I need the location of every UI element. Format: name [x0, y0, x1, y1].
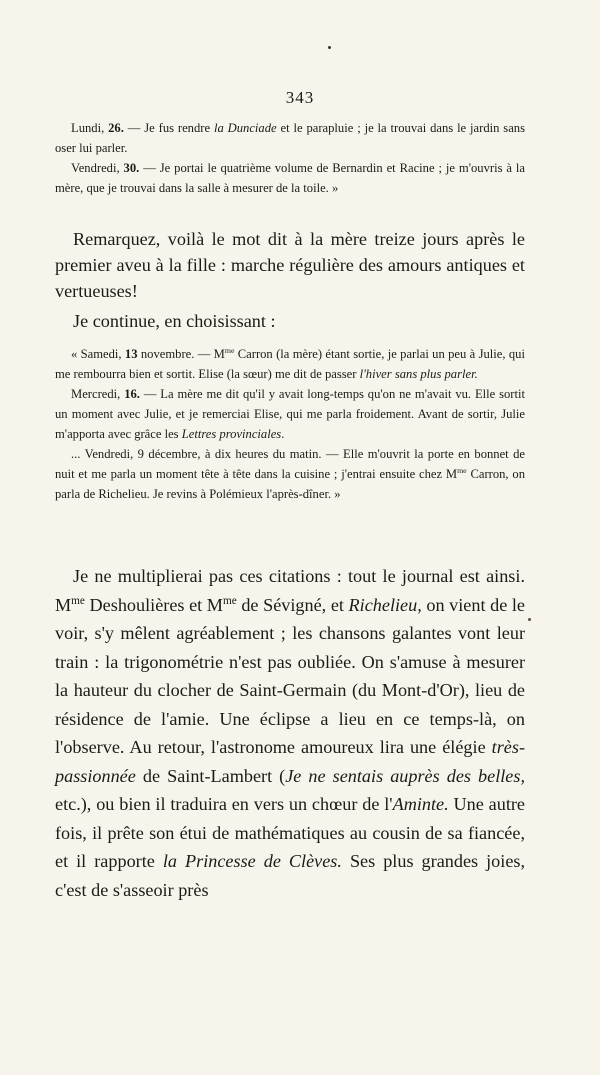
journal-entry-vendredi-30: Vendredi, 30. — Je portai le quatrième volume de Bernardin et Racine ; je m'ouvris à la mère, que je trouvai dans la salle à mesurer de la toile. » — [55, 161, 525, 195]
quotation-continued — [55, 118, 525, 198]
journal-entry-lundi-26: Lundi, 26. — Je fus rendre la Dunciade et le parapluie ; je la trouvai dans le jardin sans oser lui parler. — [55, 121, 525, 155]
citations-paragraph: Je ne multiplierai pas ces citations : tout le journal est ainsi. $M^{me}$ Deshoulières et $M^{me}$ de Sévigné, et Richelieu, on vient de le voir, s'y mêlent agréablement ; les chansons galantes vont leur train : la trigonométrie n'est pas oubliée. On s'amuse à mesurer la hauteur du clocher de Saint-Germain (du Mont-d'Or), lieu de résidence de l'amie. Une éclipse a lieu en ce temps-là, on l'observe. Au retour, l'astronome amoureux lira une élégie très-passionnée de Saint-Lambert (Je ne sentais auprès des belles, etc.), ou bien il traduira en vers un chœur de l'Aminte. Une autre fois, il prête son étui de mathématiques au cousin de sa fiancée, et il rapporte la Princesse de Clèves. Ses plus grandes joies, c'est de s'asseoir près — [55, 566, 526, 900]
journal-entry-samedi-13: « Samedi, 13 novembre. — $M^{me}$ Carron (la mère) étant sortie, je parlai un peu à Julie, qui me rembourra bien et sortit. Elise (la sœur) me dit de passer l'hiver sans plus parler. — [55, 345, 525, 381]
page-number: 343 — [285, 88, 315, 107]
body-paragraph — [55, 562, 525, 904]
margin-speck — [528, 618, 531, 621]
journal-entry-mercredi-16: Mercredi, 16. — La mère me dit qu'il y avait long-temps qu'on ne m'avait vu. Elle sortit un moment avec Julie, et je remerciai Elise, qui me parla froidement. Avant de sortir, Julie m'apporta avec grâce les Lettres provinciales. — [55, 387, 525, 441]
remark-paragraph: Remarquez, voilà le mot dit à la mère treize jours après le premier aveu à la fille : marche régulière des amours antiques et vertueuses! — [55, 229, 525, 301]
continue-paragraph: Je continue, en choisissant : — [73, 311, 276, 331]
journal-entry-vendredi-9: ... Vendredi, 9 décembre, à dix heures du matin. — Elle m'ouvrit la porte en bonnet de nuit et me parla un moment tête à tête dans la cuisine ; j'entrai ensuite chez $M^{me}$ Carron, on parla de Richelieu. Je revins à Polémieux l'après-dîner. » — [55, 447, 526, 501]
quotation-second — [55, 344, 525, 504]
ink-speck — [328, 46, 331, 49]
commentary-paragraph — [55, 226, 525, 334]
